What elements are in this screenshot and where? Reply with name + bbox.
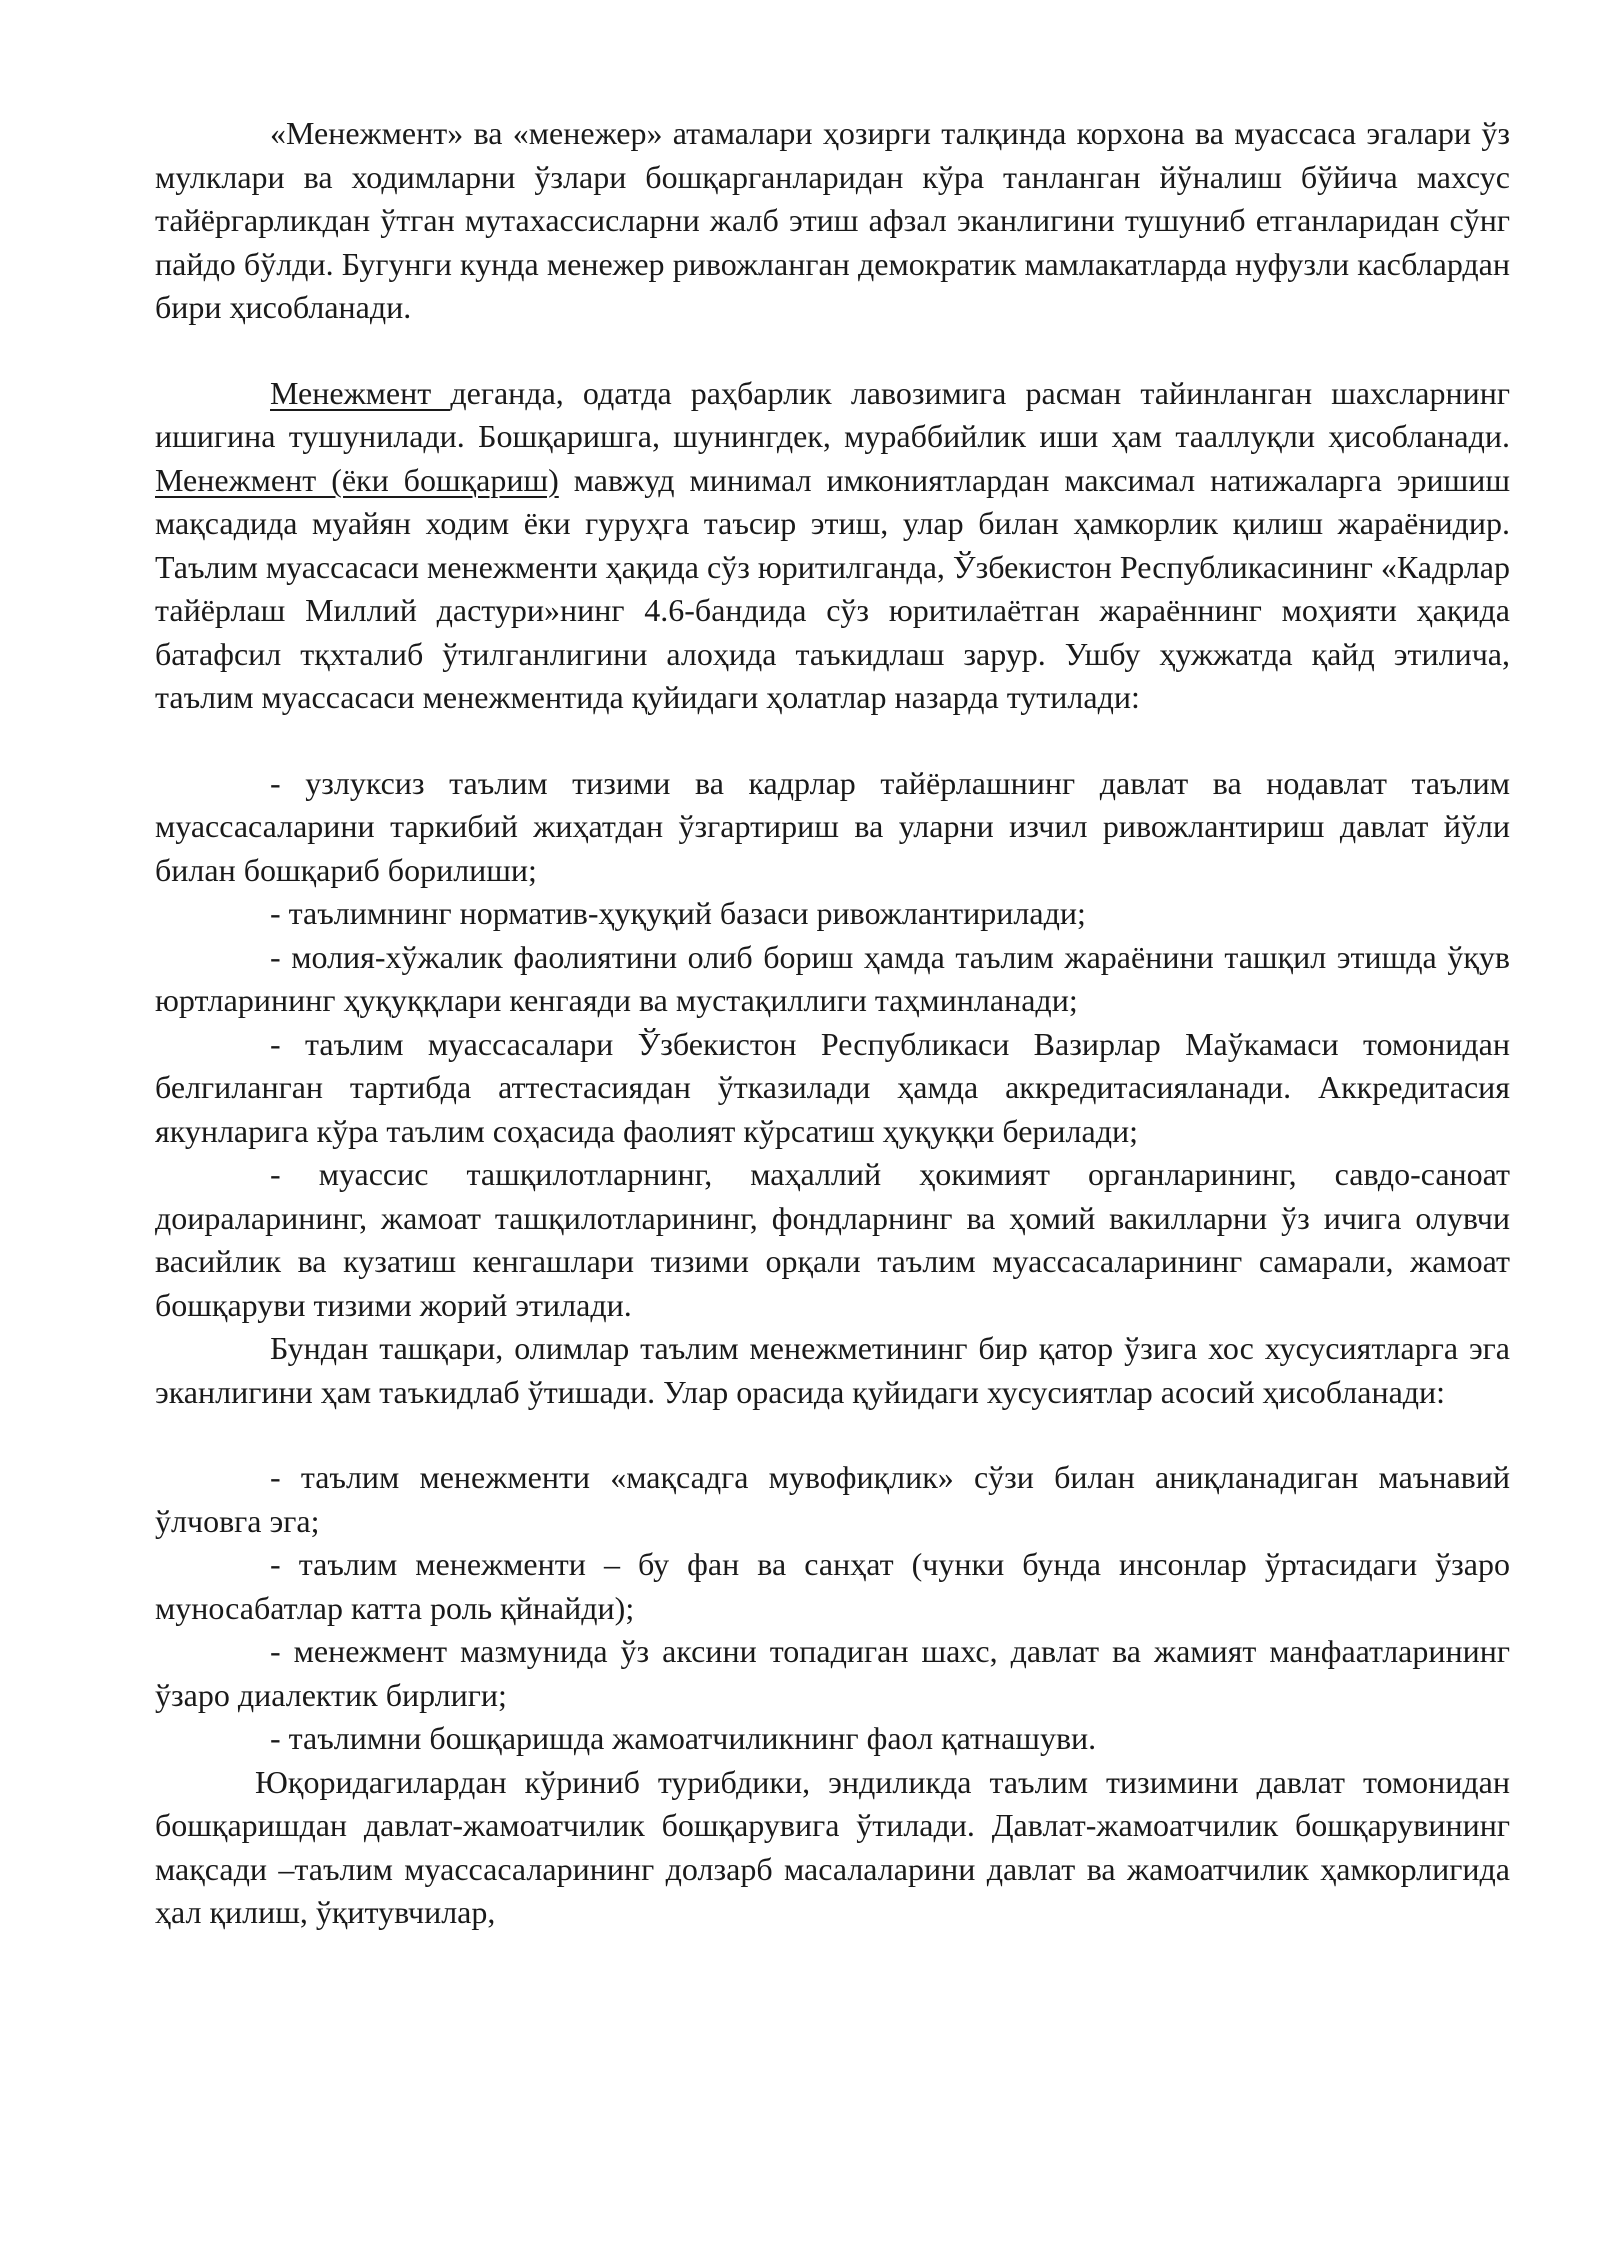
paragraph-text-segment: деганда, одатда раҳбарлик лавозимига расман тайинланган шахсларнинг ишигина тушунилади. Бошқаришга, шунингдек, мураббийлик иши ҳам тааллуқли ҳисобланади. — [155, 374, 1511, 454]
list-education-management-conditions — [155, 762, 1510, 1328]
list-item: - молия-хўжалик фаолиятини олиб бориш ҳамда таълим жараёнини ташқил этишда ўқув юртларининг ҳуқуққлари кенгаяди ва мустақиллиги таҳминланади; — [155, 938, 1510, 1018]
paragraph-features-intro: Бундан ташқари, олимлар таълим менежметининг бир қатор ўзига хос хусусиятларга эга эканлигини ҳам таъкидлаб ўтишади. Улар орасида қуйидаги хусусиятлар асосий ҳисобланади: — [155, 1330, 1510, 1410]
list-item: - менежмент мазмунида ўз аксини топадиган шахс, давлат ва жамият манфаатларининг ўзаро диалектик бирлиги; — [155, 1633, 1510, 1713]
paragraph-management-definition-origin: «Менежмент» ва «менежер» атамалари ҳозирги талқинда корхона ва муассаса эгалари ўз мулклари ва ходимларни ўзлари бошқарганларидан кўра танланган йўналиш бўйича махсус тайёргарликдан ўтган мутахассисларни жалб этиш афзал эканлигини тушуниб етганларидан сўнг пайдо бўлди. Бугунги кунда менежер ривожланган демократик мамлакатларда нуфузли касблардан бири ҳисобланади. — [155, 115, 1510, 325]
paragraph-text-segment: мавжуд минимал имкониятлардан максимал натижаларга эришиш мақсадида муайян ходим ёки гуруҳга таъсир этиш, улар билан ҳамкорлик қилиш жараёнидир. Таълим муассасаси менежменти ҳақида сўз юритилганда, Ўзбекистон Республикасининг «Кадрлар тайёрлаш Миллий дастури»нинг 4.6-бандида сўз юритилаётган жараённинг моҳияти ҳақида батафсил тқхталиб ўтилганлигини алоҳида таъкидлаш зарур. Ушбу ҳужжатда қайд этилича, таълим муассасаси менежментида қуйидаги ҳолатлар назарда тутилади: — [155, 461, 1511, 715]
list-item: - таълим менежменти «мақсадга мувофиқлик» сўзи билан аниқланадиган маънавий ўлчовга эга; — [155, 1459, 1510, 1539]
list-item: - муассис ташқилотларнинг, маҳаллий ҳокимият органларининг, савдо-саноат доираларининг, жамоат ташқилотларининг, фондларнинг ва ҳомий вакилларни ўз ичига олувчи васийлик ва кузатиш кенгашлари тизими орқали таълим муассасаларининг самарали, жамоат бошқаруви тизими жорий этилади. — [155, 1156, 1510, 1323]
list-item: - таълимни бошқаришда жамоатчиликнинг фаол қатнашуви. — [270, 1720, 1097, 1756]
list-education-management-features — [155, 1456, 1510, 1761]
document-page — [155, 112, 1510, 1935]
list-item: - таълим муассасалари Ўзбекистон Республикаси Вазирлар Маўкамаси томонидан белгиланган тартибда аттестасиядан ўтказилади ҳамда аккредитасияланади. Аккредитасия якунларига кўра таълим соҳасида фаолият кўрсатиш ҳуқуққи берилади; — [155, 1025, 1510, 1149]
underlined-term-management-or-control: Менежмент (ёки бошқариш) — [155, 461, 559, 498]
paragraph-conclusion: Юқоридагилардан кўриниб турибдики, эндиликда таълим тизимини давлат томонидан бошқаришдан давлат-жамоатчилик бошқарувига ўтилади. Давлат-жамоатчилик бошқарувининг мақсади –таълим муассасаларининг долзарб масалаларини давлат ва жамоатчилик ҳамкорлигида ҳал қилиш, ўқитувчилар, — [155, 1763, 1510, 1930]
underlined-term-management: Менежмент — [270, 374, 451, 411]
paragraph-management-meaning — [155, 372, 1510, 720]
list-item: - узлуксиз таълим тизими ва кадрлар тайёрлашнинг давлат ва нодавлат таълим муассасаларини таркибий жиҳатдан ўзгартириш ва уларни изчил ривожлантириш давлат йўли билан бошқариб борилиши; — [155, 764, 1510, 888]
list-item: - таълимнинг норматив-ҳуқуқий базаси ривожлантирилади; — [270, 895, 1086, 931]
list-item: - таълим менежменти – бу фан ва санҳат (чунки бунда инсонлар ўртасидаги ўзаро муносабатлар катта роль қйнайди); — [155, 1546, 1510, 1626]
